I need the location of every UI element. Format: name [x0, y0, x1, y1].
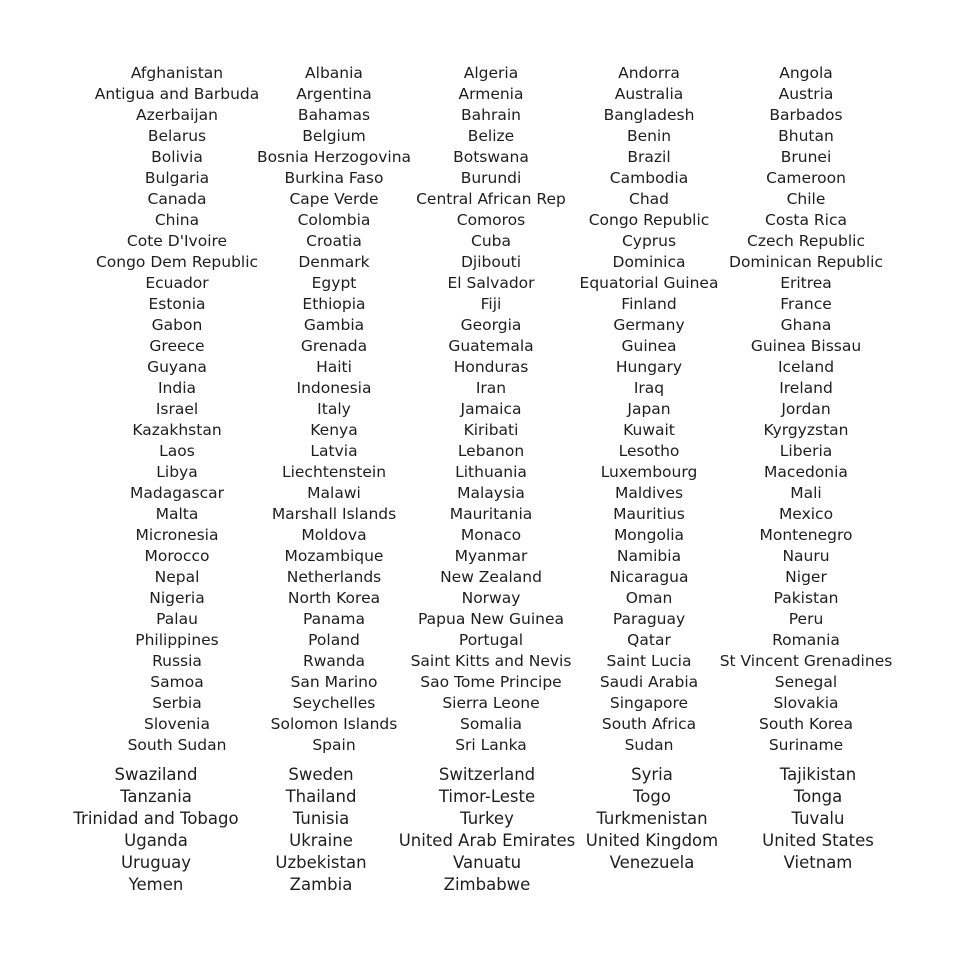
country-name: Lebanon: [457, 442, 525, 460]
country-name: South Korea: [759, 715, 853, 733]
country-name: Georgia: [460, 316, 522, 334]
country-name: Uzbekistan: [275, 853, 367, 872]
country-name: Mozambique: [284, 547, 384, 565]
country-name: Botswana: [453, 148, 529, 166]
country-name: Angola: [779, 64, 833, 82]
country-name: Vietnam: [783, 853, 853, 872]
country-name: Trinidad and Tobago: [73, 809, 239, 828]
country-name: Greece: [149, 337, 205, 355]
country-name: Cambodia: [609, 169, 689, 187]
country-name: Congo Republic: [588, 211, 710, 229]
country-name: Chad: [629, 190, 669, 208]
country-name: Andorra: [618, 64, 680, 82]
country-name: Saint Lucia: [606, 652, 692, 670]
country-name: Mauritania: [449, 505, 533, 523]
country-name: Gambia: [303, 316, 365, 334]
country-name: Syria: [631, 765, 673, 784]
country-name: Paraguay: [612, 610, 686, 628]
country-name: Saint Kitts and Nevis: [410, 652, 572, 670]
country-name: Slovakia: [773, 694, 839, 712]
country-name: Thailand: [285, 787, 357, 806]
country-name: Nepal: [154, 568, 200, 586]
country-name: Malawi: [307, 484, 361, 502]
country-name: Belize: [467, 127, 515, 145]
country-name: Sudan: [624, 736, 674, 754]
country-name: Tanzania: [120, 787, 192, 806]
country-name: Cuba: [471, 232, 511, 250]
country-name: Monaco: [460, 526, 522, 544]
country-name: Barbados: [769, 106, 843, 124]
country-name: Australia: [614, 85, 684, 103]
country-name: Ecuador: [145, 274, 209, 292]
country-name: Czech Republic: [746, 232, 866, 250]
country-name: Cameroon: [766, 169, 846, 187]
country-name: Micronesia: [135, 526, 219, 544]
country-name: Albania: [305, 64, 363, 82]
country-name: Suriname: [768, 736, 844, 754]
country-name: Eritrea: [780, 274, 832, 292]
country-name: Antigua and Barbuda: [94, 85, 260, 103]
country-name: Venezuela: [609, 853, 695, 872]
country-name: Seychelles: [292, 694, 376, 712]
country-name: China: [154, 211, 200, 229]
country-name: Mauritius: [613, 505, 685, 523]
country-name: Niger: [785, 568, 827, 586]
country-name: Senegal: [774, 673, 838, 691]
country-name: Sao Tome Principe: [420, 673, 562, 691]
country-name: Turkey: [460, 809, 514, 828]
country-name: Liberia: [779, 442, 833, 460]
country-name: Belarus: [147, 127, 207, 145]
country-name: Slovenia: [144, 715, 210, 733]
country-name: Algeria: [463, 64, 519, 82]
country-name: Malta: [155, 505, 199, 523]
country-name: El Salvador: [447, 274, 535, 292]
country-name: Bosnia Herzogovina: [256, 148, 412, 166]
country-name: Guinea: [621, 337, 677, 355]
country-name: Pakistan: [773, 589, 839, 607]
country-name: Moldova: [301, 526, 367, 544]
country-name: Afghanistan: [130, 64, 224, 82]
country-name: St Vincent Grenadines: [719, 652, 893, 670]
country-name: Spain: [312, 736, 356, 754]
country-name: Papua New Guinea: [418, 610, 564, 628]
country-name: Honduras: [453, 358, 529, 376]
country-name: Kiribati: [463, 421, 519, 439]
country-name: Bhutan: [778, 127, 834, 145]
country-name: Ghana: [780, 316, 832, 334]
country-name: Portugal: [458, 631, 524, 649]
country-name: Oman: [625, 589, 673, 607]
country-name: Ireland: [779, 379, 833, 397]
country-name: Sri Lanka: [455, 736, 527, 754]
country-name: Ethiopia: [302, 295, 366, 313]
country-name: Rwanda: [302, 652, 366, 670]
country-name: Japan: [627, 400, 671, 418]
country-name: Tonga: [793, 787, 843, 806]
country-name: Liechtenstein: [281, 463, 387, 481]
country-name: Saudi Arabia: [599, 673, 699, 691]
country-name: Bahrain: [461, 106, 521, 124]
country-name: Bulgaria: [144, 169, 210, 187]
country-name: Marshall Islands: [271, 505, 397, 523]
country-name: France: [780, 295, 832, 313]
country-name: Uganda: [124, 831, 188, 850]
country-name: Swaziland: [114, 765, 198, 784]
country-name: Argentina: [296, 85, 372, 103]
country-name: Zambia: [289, 875, 353, 894]
country-name: Guatemala: [448, 337, 534, 355]
country-name: United Arab Emirates: [398, 831, 576, 850]
country-name: Bolivia: [151, 148, 203, 166]
country-name: Cape Verde: [289, 190, 379, 208]
country-name: Myanmar: [454, 547, 528, 565]
country-name: Estonia: [148, 295, 206, 313]
country-name: Dominican Republic: [729, 253, 883, 271]
country-name: Madagascar: [129, 484, 225, 502]
country-name: Malaysia: [457, 484, 525, 502]
country-name: Bangladesh: [603, 106, 695, 124]
country-name: Togo: [633, 787, 671, 806]
country-name: Comoros: [456, 211, 526, 229]
country-name: Romania: [772, 631, 840, 649]
country-name: Vanuatu: [452, 853, 522, 872]
country-name: Namibia: [616, 547, 682, 565]
country-name: Nauru: [782, 547, 830, 565]
country-name: Poland: [308, 631, 360, 649]
country-name: Costa Rica: [765, 211, 847, 229]
country-name: Sweden: [288, 765, 354, 784]
country-name: Mexico: [778, 505, 834, 523]
country-name: Tunisia: [292, 809, 350, 828]
country-name: Uruguay: [120, 853, 192, 872]
country-name: Lesotho: [618, 442, 680, 460]
country-name: Iraq: [633, 379, 665, 397]
country-name: Grenada: [300, 337, 368, 355]
country-name: Central African Rep: [416, 190, 566, 208]
country-name: Djibouti: [460, 253, 522, 271]
country-name: Mali: [790, 484, 822, 502]
country-name: Israel: [155, 400, 199, 418]
country-name: North Korea: [287, 589, 381, 607]
country-name: Morocco: [144, 547, 210, 565]
country-name: Colombia: [297, 211, 371, 229]
country-name: Philippines: [135, 631, 219, 649]
country-name: Montenegro: [759, 526, 853, 544]
country-name: Panama: [302, 610, 366, 628]
country-name: Palau: [156, 610, 198, 628]
country-name: Indonesia: [296, 379, 372, 397]
country-name: Singapore: [609, 694, 689, 712]
country-name: Nicaragua: [609, 568, 689, 586]
country-name: Belgium: [302, 127, 366, 145]
country-name: Congo Dem Republic: [95, 253, 259, 271]
country-name: Gabon: [151, 316, 203, 334]
country-name: Kyrgyzstan: [763, 421, 849, 439]
country-name: Germany: [613, 316, 685, 334]
country-name: Macedonia: [764, 463, 848, 481]
country-name: Tajikistan: [779, 765, 857, 784]
country-name: Timor-Leste: [438, 787, 536, 806]
country-name: Benin: [626, 127, 672, 145]
country-name: Iran: [475, 379, 507, 397]
country-name: Guyana: [147, 358, 207, 376]
country-name: Solomon Islands: [270, 715, 398, 733]
country-name: Mongolia: [613, 526, 685, 544]
country-name: Croatia: [306, 232, 362, 250]
country-name: San Marino: [290, 673, 378, 691]
country-name: Brazil: [627, 148, 671, 166]
country-name: Latvia: [310, 442, 358, 460]
country-name: Russia: [152, 652, 202, 670]
country-name: Switzerland: [438, 765, 536, 784]
country-name: Dominica: [612, 253, 686, 271]
country-name: Kazakhstan: [132, 421, 222, 439]
country-name: Zimbabwe: [443, 875, 531, 894]
country-name: Nigeria: [149, 589, 205, 607]
country-name: Egypt: [311, 274, 357, 292]
country-name: Finland: [621, 295, 677, 313]
country-name: Guinea Bissau: [750, 337, 862, 355]
country-name: South Sudan: [127, 736, 227, 754]
country-name: Netherlands: [286, 568, 382, 586]
country-name: Equatorial Guinea: [579, 274, 719, 292]
country-name: Iceland: [777, 358, 835, 376]
country-name: Armenia: [458, 85, 524, 103]
country-name: Denmark: [298, 253, 370, 271]
country-name: Austria: [778, 85, 834, 103]
country-name: Tuvalu: [791, 809, 845, 828]
country-name: Luxembourg: [600, 463, 698, 481]
country-name: Cyprus: [621, 232, 677, 250]
country-name: Serbia: [152, 694, 202, 712]
country-name: South Africa: [601, 715, 697, 733]
country-name: Burundi: [460, 169, 522, 187]
country-name: Peru: [788, 610, 824, 628]
country-name: Haiti: [316, 358, 352, 376]
country-name: Sierra Leone: [442, 694, 540, 712]
country-name: Burkina Faso: [284, 169, 384, 187]
country-name: Kuwait: [623, 421, 675, 439]
country-name: Lithuania: [455, 463, 527, 481]
country-name: Samoa: [150, 673, 204, 691]
country-name: Somalia: [459, 715, 523, 733]
country-name: Brunei: [780, 148, 832, 166]
country-name: Maldives: [614, 484, 684, 502]
country-name: Azerbaijan: [136, 106, 218, 124]
country-name: Cote D'Ivoire: [126, 232, 228, 250]
country-name: India: [157, 379, 197, 397]
country-name: Jordan: [781, 400, 831, 418]
country-name: Qatar: [627, 631, 671, 649]
country-name: United Kingdom: [585, 831, 719, 850]
country-name: Chile: [786, 190, 826, 208]
country-name: United States: [762, 831, 874, 850]
country-name: Fiji: [480, 295, 502, 313]
country-name: Canada: [147, 190, 207, 208]
country-name: Turkmenistan: [596, 809, 708, 828]
country-name: Ukraine: [289, 831, 353, 850]
country-name: Bahamas: [297, 106, 371, 124]
country-name: Laos: [159, 442, 195, 460]
country-name: Hungary: [615, 358, 683, 376]
country-name: Libya: [156, 463, 198, 481]
country-name: Norway: [461, 589, 521, 607]
country-name: Jamaica: [460, 400, 522, 418]
country-name: Kenya: [310, 421, 358, 439]
country-name: Italy: [317, 400, 351, 418]
country-name: Yemen: [128, 875, 184, 894]
country-name: New Zealand: [440, 568, 542, 586]
